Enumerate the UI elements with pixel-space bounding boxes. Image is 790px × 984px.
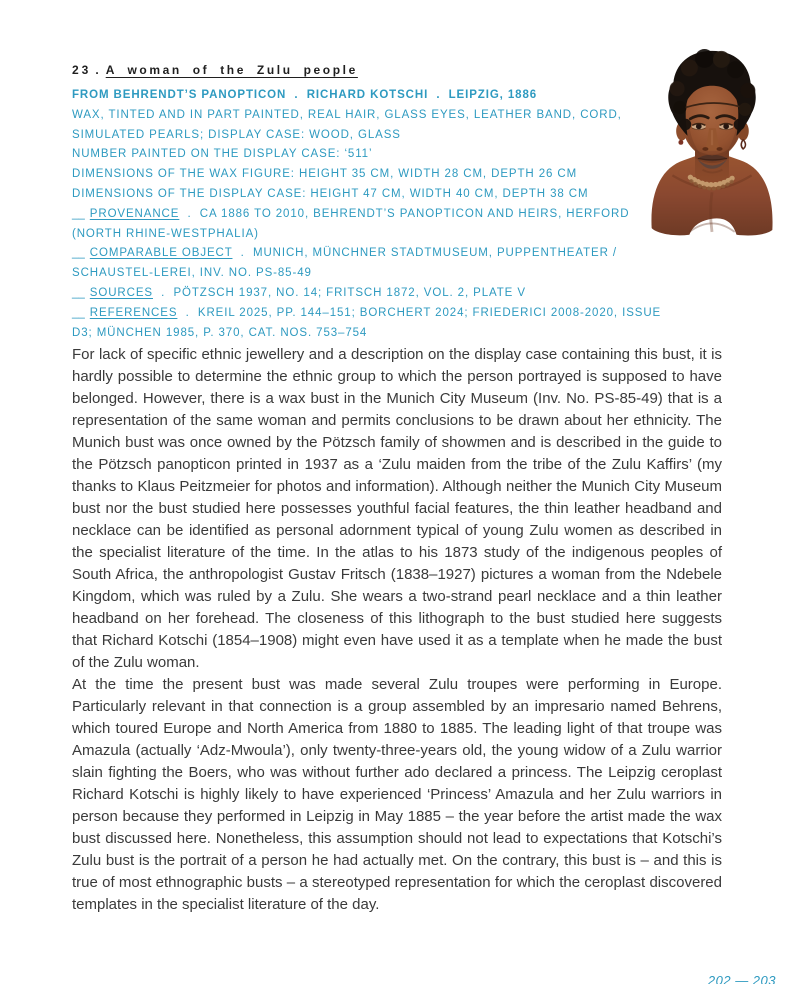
- comparable-object-row: [72, 244, 672, 284]
- dash-prefix: __: [72, 247, 85, 260]
- essay-text: [72, 344, 722, 916]
- page-numbers: 202 — 203: [707, 973, 776, 984]
- page-title: A woman of the Zulu people: [105, 63, 358, 77]
- case-number-row: [72, 145, 672, 165]
- sources-label: SOURCES: [89, 286, 153, 299]
- references-text: . KREIL 2025, PP. 144–151; BORCHERT 2024; FRIEDERICI 2008-2020, ISSUE D3; MÜNCHEN 1985, P. 370, CAT. NOS. 753–754: [72, 306, 666, 339]
- case-number-text: NUMBER PAINTED ON THE DISPLAY CASE: ‘511’: [72, 148, 373, 161]
- provenance-label: PROVENANCE: [89, 207, 180, 220]
- materials-text: WAX, TINTED AND IN PART PAINTED, REAL HAIR, GLASS EYES, LEATHER BAND, CORD, SIMULATED PEARLS; DISPLAY CASE: WOOD, GLASS: [72, 108, 626, 141]
- comparable-object-label: COMPARABLE OBJECT: [89, 247, 233, 260]
- wax-bust-image: [646, 42, 778, 238]
- dimensions-figure-row: [72, 165, 672, 185]
- catalog-header: [72, 63, 358, 77]
- comparable-object-text: . MUNICH, MÜNCHNER STADTMUSEUM, PUPPENTHEATER / SCHAUSTEL-LEREI, INV. NO. PS-85-49: [72, 247, 622, 280]
- attribution-row: [72, 86, 672, 106]
- sources-row: [72, 284, 672, 304]
- references-label: REFERENCES: [89, 306, 178, 319]
- object-metadata: [72, 86, 672, 343]
- dimensions-case-row: [72, 185, 672, 205]
- catalog-number: 23: [72, 63, 92, 77]
- body-paragraph-2: At the time the present bust was made several Zulu troupes were performing in Europe. Particularly relevant in that connection is a group assembled by an impresario named Behrens, which toured Europe and North America from 1880 to 1885. The leading light of that troupe was Amazula (actually ‘Adz-Mwoula’), only twenty-three-years old, the young widow of a Zulu warrior slain fighting the Boers, who was without further ado declared a princess. The Leipzig ceroplast Richard Kotschi is highly likely to have experienced ‘Princess’ Amazula and her Zulu warriors in person because they performed in Leipzig in May 1885 – the year before the artist made the wax bust discussed here. Nonetheless, this assumption should not lead to expectations that Kotschi’s Zulu bust is the portrait of a person he had actually met. On the contrary, this bust is – and this is true of most ethnographic busts – a stereotyped representation for which the ceroplast discovered templates in the specialist literature of the day.: [72, 676, 722, 913]
- materials-row: [72, 106, 672, 146]
- earring-left: [678, 140, 683, 145]
- earring-right: [741, 140, 745, 149]
- sources-text: . PÖTZSCH 1937, NO. 14; FRITSCH 1872, VOL. 2, PLATE V: [152, 286, 526, 299]
- body-paragraph-1: For lack of specific ethnic jewellery and a description on the display case containing this bust, it is hardly possible to determine the ethnic group to which the person portrayed is supposed to have belonged. However, there is a wax bust in the Munich City Museum (Inv. No. PS-85-49) that is a representation of the same woman and permits conclusions to be drawn about her ethnicity. The Munich bust was once owned by the Pötzsch family of showmen and is described in the guide to the Pötzsch panopticon printed in 1937 as a ‘Zulu maiden from the tribe of the Zulu Kaffirs’ (my thanks to Klaus Peitzmeier for photos and information). Although neither the Munich City Museum bust nor the bust studied here possesses youthful facial features, the thin leather headband and necklace can be identified as personal adornment typical of young Zulu women as described in the specialist literature of the time. In the atlas to his 1873 study of the indigenous peoples of South Africa, the anthropologist Gustav Fritsch (1838–1927) pictures a woman from the Ndebele Kingdom, which was ruled by a Zulu. She wears a two-strand pearl necklace and a thin leather headband on her forehead. The closeness of this lithograph to the bust studied here suggests that Richard Kotschi (1854–1908) might even have used it as a template when he made the bust of the Zulu woman.: [72, 346, 722, 671]
- dimensions-figure-text: DIMENSIONS OF THE WAX FIGURE: HEIGHT 35 CM, WIDTH 28 CM, DEPTH 26 CM: [72, 168, 578, 181]
- dash-prefix: __: [72, 286, 85, 299]
- catalog-separator: .: [95, 63, 99, 77]
- provenance-row: [72, 205, 672, 245]
- dash-prefix: __: [72, 207, 85, 220]
- dash-prefix: __: [72, 306, 85, 319]
- wax-bust-illustration: [646, 42, 778, 238]
- provenance-text: . CA 1886 TO 2010, BEHRENDT’S PANOPTICON AND HEIRS, HERFORD (NORTH RHINE-WESTPHALIA): [72, 207, 634, 240]
- dimensions-case-text: DIMENSIONS OF THE DISPLAY CASE: HEIGHT 47 CM, WIDTH 40 CM, DEPTH 38 CM: [72, 187, 589, 200]
- attribution-text: FROM BEHRENDT’S PANOPTICON . RICHARD KOTSCHI . LEIPZIG, 1886: [72, 89, 538, 101]
- references-row: [72, 304, 672, 344]
